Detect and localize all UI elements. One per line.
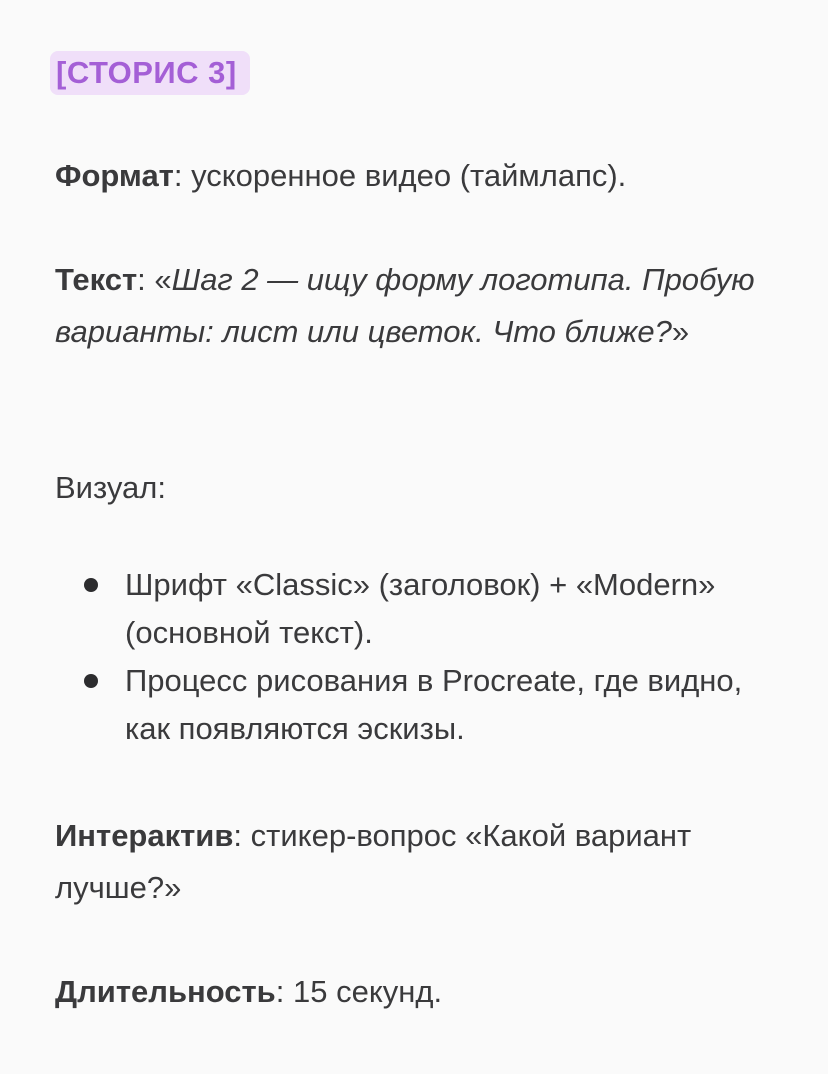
story-tag-label: [СТОРИС 3] [56, 55, 237, 90]
list-item [55, 657, 755, 753]
interactive-paragraph [55, 810, 755, 914]
visual-heading [55, 462, 755, 514]
format-value: ускоренное видео (таймлапс). [191, 158, 627, 193]
list-item-text: Шрифт «Classic» (заголовок) + «Modern» (основной текст). [125, 567, 716, 650]
duration-value: 15 секунд. [292, 974, 443, 1009]
story-tag [50, 51, 250, 95]
list-item-text: Процесс рисования в Procreate, где видно, как появляются эскизы. [125, 663, 743, 746]
visual-label: Визуал: [55, 470, 166, 505]
text-paragraph [55, 254, 755, 358]
duration-separator: : [275, 974, 293, 1009]
text-separator: : [137, 262, 155, 297]
text-label: Текст [55, 262, 138, 297]
interactive-separator: : [233, 818, 251, 853]
visual-list [55, 561, 755, 753]
text-close-quote: » [671, 314, 690, 349]
bullet-dot-icon [84, 578, 98, 592]
text-quote: Шаг 2 — ищу форму логотипа. Пробую варианты: лист или цветок. Что ближе? [55, 262, 755, 349]
interactive-value: стикер-вопрос «Какой вариант лучше?» [55, 818, 692, 905]
format-paragraph [55, 150, 755, 202]
list-item [55, 561, 755, 657]
duration-paragraph [55, 966, 755, 1018]
bullet-dot-icon [84, 674, 98, 688]
format-separator: : [173, 158, 192, 193]
interactive-label: Интерактив [55, 818, 234, 853]
format-label: Формат [55, 158, 174, 193]
text-open-quote: « [154, 262, 172, 297]
duration-label: Длительность [55, 974, 276, 1009]
